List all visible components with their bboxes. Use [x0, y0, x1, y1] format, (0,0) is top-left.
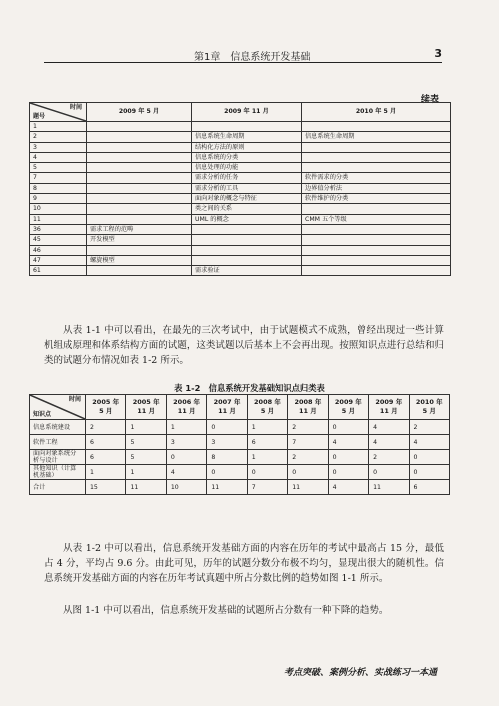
question-number-cell: 3: [30, 142, 87, 152]
topic-cell: [87, 245, 192, 255]
table-row: [30, 214, 451, 224]
table-caption: 表 1-2 信息系统开发基础知识点归类表: [174, 383, 325, 393]
header-month: 5 月: [99, 407, 113, 415]
column-header: [126, 395, 166, 420]
table-row: [30, 435, 450, 450]
score-cell: 0: [247, 465, 287, 480]
topic-cell: [192, 235, 302, 245]
column-header: [86, 395, 126, 420]
score-cell: 0: [207, 420, 247, 435]
score-cell: 1: [247, 450, 287, 465]
score-cell: 0: [288, 465, 328, 480]
topic-cell: 需求分析的工具: [192, 183, 302, 193]
topic-cell: 结构化方法的原则: [192, 142, 302, 152]
topic-cell: [302, 142, 451, 152]
header-year: 2005 年: [132, 398, 160, 406]
topic-cell: 需求分析的任务: [192, 173, 302, 183]
header-year: 2010 年: [415, 398, 443, 406]
score-cell: 1: [126, 465, 166, 480]
score-cell: 4: [166, 465, 206, 480]
score-cell: 0: [166, 450, 206, 465]
table-row: [30, 255, 451, 265]
topic-cell: [192, 224, 302, 234]
topic-cell: [87, 214, 192, 224]
topic-cell: [87, 204, 192, 214]
score-cell: 1: [126, 420, 166, 435]
score-cell: 10: [166, 480, 206, 495]
table-row: [30, 204, 451, 214]
topic-cell: [192, 245, 302, 255]
table-row: [30, 465, 450, 480]
header-month: 11 月: [299, 407, 317, 415]
score-cell: 1: [166, 420, 206, 435]
score-cell: 8: [207, 450, 247, 465]
header-year: 2006 年: [173, 398, 201, 406]
score-cell: 5: [126, 450, 166, 465]
topic-cell: [87, 122, 192, 132]
score-cell: 0: [328, 450, 368, 465]
topic-cell: UML 的概念: [192, 214, 302, 224]
topic-cell: [302, 152, 451, 162]
score-cell: 1: [86, 465, 126, 480]
table-row: [30, 480, 450, 495]
header-month: 11 月: [137, 407, 156, 415]
score-cell: 4: [328, 435, 368, 450]
table-row: [30, 450, 450, 465]
question-number-cell: 1: [30, 122, 87, 132]
score-cell: 5: [126, 435, 166, 450]
topic-cell: [302, 224, 451, 234]
table-row: [30, 183, 451, 193]
column-header: 2009 年 5 月: [87, 103, 192, 122]
diag-bottom-label: 知识点: [33, 411, 52, 418]
table-row: [30, 224, 451, 234]
table-header-row: [30, 395, 450, 420]
score-cell: 0: [369, 465, 409, 480]
chapter-title: 第1章 信息系统开发基础: [194, 52, 311, 63]
paragraph: 从图 1-1 中可以看出，信息系统开发基础的试题所占分数有一种下降的趋势。: [63, 605, 389, 616]
topic-cell: [87, 132, 192, 142]
topic-cell: [87, 152, 192, 162]
table-row: [30, 152, 451, 162]
question-number-cell: 8: [30, 183, 87, 193]
score-cell: 0: [328, 465, 368, 480]
score-cell: 2: [288, 420, 328, 435]
score-cell: 0: [409, 450, 450, 465]
table-row: [30, 266, 451, 276]
table-row: [30, 194, 451, 204]
table-row: [30, 245, 451, 255]
column-header: [247, 395, 287, 420]
score-cell: 7: [247, 480, 287, 495]
column-header: 2009 年 11 月: [192, 103, 302, 122]
page-header: [44, 48, 442, 63]
question-number-cell: 7: [30, 173, 87, 183]
row-label: 合计: [30, 480, 86, 495]
score-cell: 2: [288, 450, 328, 465]
topic-cell: [302, 122, 451, 132]
topic-cell: [87, 163, 192, 173]
score-cell: 2: [369, 450, 409, 465]
score-cell: 0: [328, 420, 368, 435]
topic-cell: 需求验证: [192, 266, 302, 276]
diag-top-label: 时间: [69, 104, 82, 111]
knowledge-points-table: [29, 394, 450, 495]
paragraph: 从表 1-1 中可以看出，在最先的三次考试中，由于试题模式不成熟，曾经出现过一些计算机组成原理和体系结构方面的试题，这类试题以后基本上不会再出现。按照知识点进行总结和归类的试题分布情况如表 1-2 所示。: [44, 325, 444, 366]
topic-cell: [87, 142, 192, 152]
score-cell: 4: [369, 420, 409, 435]
question-number-cell: 4: [30, 152, 87, 162]
score-cell: 6: [247, 435, 287, 450]
header-month: 11 月: [218, 407, 236, 415]
topic-cell: 信息系统生命周期: [192, 132, 302, 142]
row-label: 面向对象系统分析与设计: [30, 450, 86, 465]
column-header: [369, 395, 409, 420]
score-cell: 2: [409, 420, 450, 435]
question-number-cell: 5: [30, 163, 87, 173]
row-label: 信息系统建设: [30, 420, 86, 435]
score-cell: 15: [86, 480, 126, 495]
score-cell: 11: [369, 480, 409, 495]
topic-cell: [302, 235, 451, 245]
table-row: [30, 122, 451, 132]
table-row: [30, 420, 450, 435]
topic-cell: 软件需求的分类: [302, 173, 451, 183]
topic-cell: 需求工程的范畴: [87, 224, 192, 234]
score-cell: 11: [126, 480, 166, 495]
topic-cell: 边界值分析法: [302, 183, 451, 193]
table-row: [30, 173, 451, 183]
score-cell: 0: [207, 465, 247, 480]
header-year: 2008 年: [294, 398, 322, 406]
question-number-cell: 11: [30, 214, 87, 224]
question-number-cell: 47: [30, 255, 87, 265]
topic-cell: [302, 163, 451, 173]
question-number-cell: 45: [30, 235, 87, 245]
header-year: 2005 年: [92, 398, 120, 406]
topic-cell: 信息系统生命周期: [302, 132, 451, 142]
diag-top-label: 时间: [68, 396, 81, 403]
diagonal-header-cell: [30, 103, 87, 122]
header-month: 5 月: [422, 407, 436, 415]
table-row: [30, 132, 451, 142]
page-footer: 考点突破、案例分析、实战练习一本通: [283, 668, 437, 678]
score-cell: 1: [247, 420, 287, 435]
table-row: [30, 163, 451, 173]
score-cell: 11: [207, 480, 247, 495]
header-month: 5 月: [341, 407, 355, 415]
topic-cell: 面向对象的概念与特征: [192, 194, 302, 204]
score-cell: 4: [369, 435, 409, 450]
score-cell: 11: [288, 480, 328, 495]
row-label: 其他知识（计算机基础）: [30, 465, 86, 480]
header-year: 2007 年: [213, 398, 241, 406]
exam-topics-table: [29, 102, 451, 276]
topic-cell: [302, 245, 451, 255]
score-cell: 4: [409, 435, 450, 450]
column-header: [328, 395, 368, 420]
score-cell: 7: [288, 435, 328, 450]
topic-cell: 软件维护的分类: [302, 194, 451, 204]
topic-cell: [87, 173, 192, 183]
page-number: 3: [434, 47, 442, 60]
topic-cell: [87, 183, 192, 193]
column-header: [166, 395, 206, 420]
score-cell: 4: [328, 480, 368, 495]
score-cell: 6: [409, 480, 450, 495]
diagonal-header-cell: [30, 395, 86, 420]
header-year: 2008 年: [254, 398, 281, 406]
score-cell: 3: [207, 435, 247, 450]
question-number-cell: 61: [30, 266, 87, 276]
table-row: [30, 235, 451, 245]
table-row: [30, 142, 451, 152]
diag-bottom-label: 题号: [33, 113, 46, 120]
question-number-cell: 10: [30, 204, 87, 214]
table-header-row: [30, 103, 451, 122]
topic-cell: [302, 204, 451, 214]
continued-label: 续表: [420, 95, 439, 105]
topic-cell: [87, 266, 192, 276]
score-cell: 6: [86, 450, 126, 465]
topic-cell: 开发模型: [87, 235, 192, 245]
topic-cell: [192, 122, 302, 132]
score-cell: 2: [86, 420, 126, 435]
topic-cell: [192, 255, 302, 265]
row-label: 软件工程: [30, 435, 86, 450]
question-number-cell: 2: [30, 132, 87, 142]
header-year: 2009 年: [375, 398, 403, 406]
header-month: 11 月: [379, 407, 398, 415]
topic-cell: 螺旋模型: [87, 255, 192, 265]
paragraph: 从表 1-2 中可以看出，信息系统开发基础方面的内容在历年的考试中最高占 15 分，最低占 4 分，平均占 9.6 分。由此可见，历年的试题分数分布极不均匀，显现出很大的随机性。信息系统开发基础方面的内容在历年考试真题中所占分数比例的趋势如图 1-1 所示。: [44, 543, 444, 584]
column-header: [409, 395, 450, 420]
score-cell: 0: [409, 465, 450, 480]
column-header: [207, 395, 247, 420]
topic-cell: 信息系统的分类: [192, 152, 302, 162]
header-month: 5 月: [260, 407, 275, 415]
score-cell: 6: [86, 435, 126, 450]
column-header: 2010 年 5 月: [302, 103, 451, 122]
topic-cell: 类之间的关系: [192, 204, 302, 214]
question-number-cell: 9: [30, 194, 87, 204]
score-cell: 3: [166, 435, 206, 450]
topic-cell: [87, 194, 192, 204]
topic-cell: [302, 255, 451, 265]
header-year: 2009 年: [334, 398, 362, 406]
topic-cell: [302, 266, 451, 276]
topic-cell: CMM 五个等级: [302, 214, 451, 224]
question-number-cell: 36: [30, 224, 87, 234]
topic-cell: 信息处理的功能: [192, 163, 302, 173]
column-header: [288, 395, 328, 420]
header-month: 11 月: [177, 407, 196, 415]
question-number-cell: 46: [30, 245, 87, 255]
